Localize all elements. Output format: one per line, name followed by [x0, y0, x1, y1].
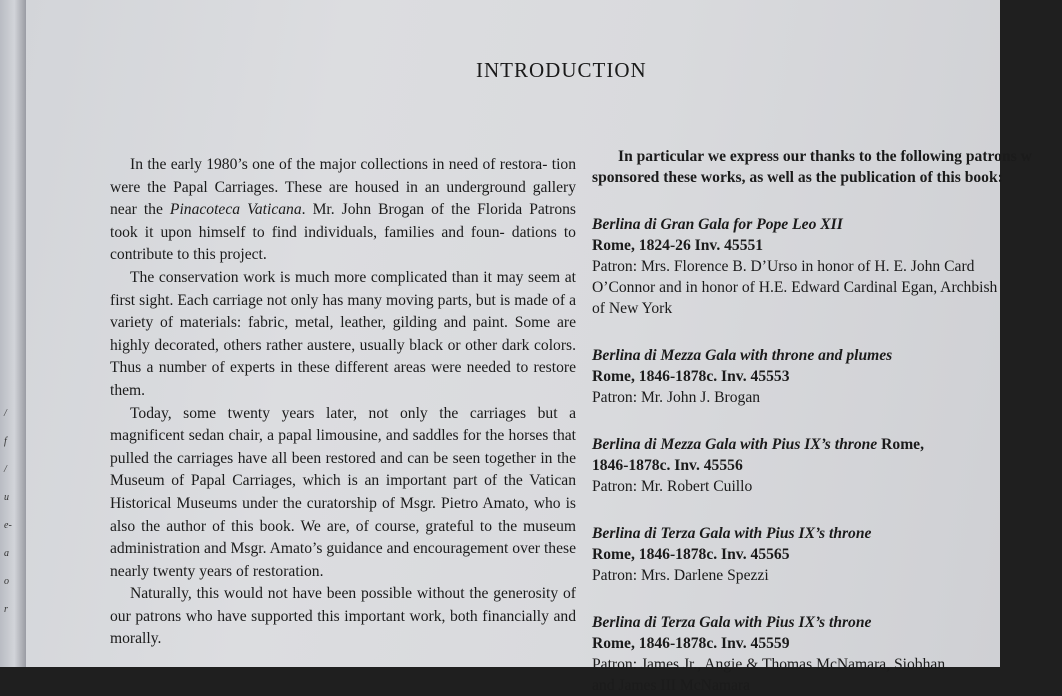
carriage-inventory: Rome, 1846-1878c. Inv. 45553 [592, 368, 790, 385]
patron-line: Patron: Mrs. Darlene Spezzi [592, 567, 769, 584]
paragraph-3: Today, some twenty years later, not only the carriages but a magnificent sedan chair, a papal limousine, and saddles for the horses that pulled the carriages have all been restored and can be seen together in the Museum of Papal Carriages, which is an important part of the Vatican Historical Museums under the curatorship of Msgr. Pietro Amato, who is also the author of this book. We are, of course, grateful to the museum administration and Msgr. Amato’s guidance and encouragement over these nearly twenty years of restoration. [110, 404, 576, 580]
paragraph-1-line: . Mr. John Brogan of the Florida [301, 201, 523, 219]
patron-line: Patron: Mr. Robert Cuillo [592, 478, 753, 495]
patrons-intro-line: sponsored these works, as well as the publication of this book: [592, 169, 1003, 186]
paragraph-2: The conservation work is much more complicated than it may seem at first sight. Each carriage not only has many moving parts, but is made of a variety of materials: fabric, metal, leather, gilding and paint. Some are highly decorated, others rather austere, usually black or other dark colors. Thus a number of experts in these different areas were needed to restore them. [110, 268, 576, 399]
patron-line: Patron: Mrs. Florence B. D’Urso in honor of H. E. John Card [592, 258, 975, 275]
introduction-text-column [110, 154, 576, 651]
edge-mark: / [4, 464, 7, 475]
page-edge-left [0, 0, 26, 667]
paragraph-1-line: gallery near the [110, 178, 576, 219]
edge-marks [4, 400, 18, 624]
carriage-title-text: Berlina di Mezza Gala with throne and plumes [592, 347, 893, 364]
paragraph-1-line: In the early 1980’s one of the major collections in need of restora- [130, 156, 548, 173]
carriage-title [592, 612, 1062, 633]
patron-line: and James III McNamara [592, 677, 751, 694]
carriage-inventory: Rome, 1824-26 Inv. 45551 [592, 237, 764, 254]
patron-entry [592, 434, 1062, 497]
carriage-title [592, 214, 1062, 235]
carriage-title [592, 434, 1062, 455]
paragraph-1-line: Patrons took it upon himself to find individuals, families and foun- [110, 201, 576, 241]
page-title: INTRODUCTION [476, 58, 647, 82]
edge-mark: o [4, 576, 9, 587]
carriage-title-text: Berlina di Terza Gala with Pius IX’s throne [592, 614, 872, 631]
patron-line: O’Connor and in honor of H.E. Edward Cardinal Egan, Archbish [592, 279, 998, 296]
edge-mark: f [4, 436, 7, 447]
pinacoteca-vaticana-italic: Pinacoteca Vaticana [169, 201, 302, 219]
carriage-title [592, 345, 1062, 366]
carriage-title-text: Berlina di Gran Gala for Pope Leo XII [592, 216, 843, 233]
carriage-title-text: Berlina di Terza Gala with Pius IX’s throne [592, 525, 872, 542]
patron-entry [592, 345, 1062, 408]
edge-mark: / [4, 408, 7, 419]
patron-entry [592, 612, 1062, 696]
paragraph-1-line: dations to contribute to this project. [110, 223, 576, 264]
patrons-column [592, 146, 1062, 696]
paragraph-1-line: tion were the Papal Carriages. These are housed in an underground [110, 156, 577, 196]
patron-entry [592, 214, 1062, 319]
patron-line: Patron: Mr. John J. Brogan [592, 389, 761, 406]
carriage-title-suffix: Rome, [877, 436, 925, 453]
edge-mark: e- [4, 520, 12, 531]
carriage-title-text: Berlina di Mezza Gala with Pius IX’s throne [592, 436, 878, 453]
carriage-inventory: Rome, 1846-1878c. Inv. 45559 [592, 635, 790, 652]
carriage-inventory: Rome, 1846-1878c. Inv. 45565 [592, 546, 790, 563]
book-page [26, 0, 1032, 694]
paragraph-4: Naturally, this would not have been possible without the generosity of our patrons who have supported this important work, both financially and morally. [110, 585, 576, 648]
patron-entry [592, 523, 1062, 586]
carriage-inventory: 1846-1878c. Inv. 45556 [592, 457, 743, 474]
edge-mark: a [4, 548, 9, 559]
patron-line: Patron: James Jr., Angie & Thomas McNamara, Siobhan [592, 656, 946, 673]
edge-mark: r [4, 604, 8, 615]
patron-line: of New York [592, 300, 673, 317]
patrons-intro-line: In particular we express our thanks to the following patrons w [618, 148, 1032, 165]
carriage-title [592, 523, 1062, 544]
edge-mark: u [4, 492, 9, 503]
paragraph-1 [110, 154, 576, 267]
